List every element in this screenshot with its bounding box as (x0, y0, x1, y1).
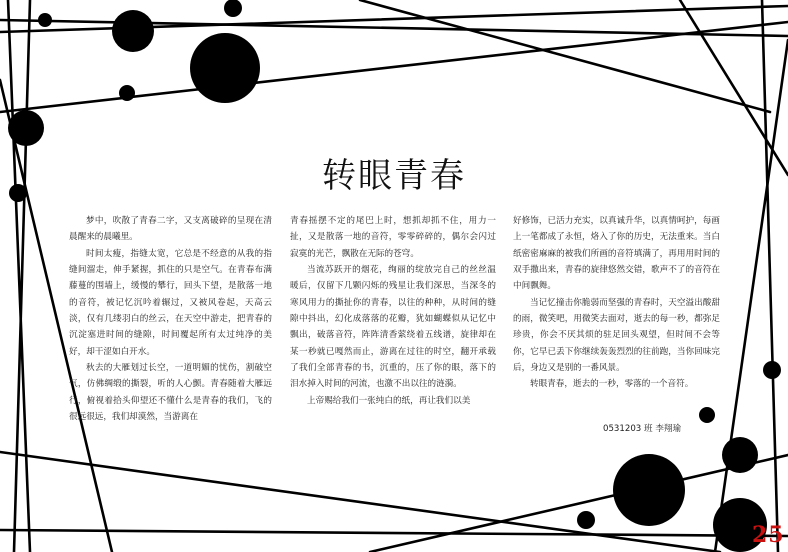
page-number: 25 (752, 522, 785, 548)
decor-dot (699, 407, 715, 423)
decor-dot (763, 361, 781, 379)
paragraph: 青春摇摆不定的尾巴上时，想抓却抓不住，用力一扯，又是散落一地的音符，零零碎碎的，偶尔会闪过寂寞的光芒，飘散在无际的苍穹。 (290, 216, 496, 259)
decor-dot (577, 511, 595, 529)
paragraph: 上帝赐给我们一张纯白的纸，再让我们以美 (307, 395, 471, 406)
decor-dot (8, 110, 44, 146)
frame-line (360, 0, 770, 112)
decor-dot (112, 10, 154, 52)
decor-dot (119, 85, 135, 101)
paragraph: 好修饰，已活力充实，以真诚升华，以真情呵护，每画上一笔都成了永恒，烙入了你的历史，无法重来。当白纸密密麻麻的被我们所画的音符填满了，再用用时间的双手撒出来，青春的旋律悠然交错，歌声不了的音符在中间飘舞。 (513, 216, 720, 292)
paragraph: 时间太瘦，指缝太宽，它总是不经意的从我的指缝间溜走，伸手紧握，抓住的只是空气。在青春布满藤蔓的围墙上，缓慢的攀行，回头下望，是散落一地的音符，被记忆沉吟着辗过，又被风卷起，天高云淡，仅有几缕羽白的丝云，在天空中游走，把青春的沉淀塞进时间的缝隙，时间覆起所有太过纯净的美好，却干涩如白开水。 (69, 248, 272, 357)
frame-line (0, 530, 788, 536)
paragraph: 当流苏跃开的烟花，绚丽的绽放完自己的丝丝温暖后，仅留下几颗闪烁的残星让我们深思，当深冬的寒风用力的撕扯你的青春，以往的种种，从时间的缝隙中抖出，幻化成落落的花瓣，犹如蝴蝶似从记忆中飘出，破落音符，阵阵清香萦绕着五线谱，旋律却在某一秒就已嘎然而止，游离在过往的时空，翻开承载了我们全部青春的书，沉重的，压了你的眼，落下的泪水掉入时间的河流，也激不出以往的涟漪。 (290, 265, 496, 390)
page-title: 转眼青春 (322, 156, 466, 196)
decor-dot (224, 0, 242, 17)
text-column-3 (513, 213, 720, 393)
text-column-1 (69, 213, 272, 425)
paragraph: 梦中，吹散了青春二字，又支离破碎的呈现在清晨醒来的晨曦里。 (69, 216, 272, 243)
decor-dot (613, 454, 685, 526)
frame-line (762, 0, 778, 552)
paragraph: 秋去的大雁划过长空，一道明媚的忧伤，割破空气，仿佛绸缎的撕裂，听的人心颤。青春随着大雁远行，俯视着拾头仰望还不懂什么是青春的我们，飞的很远很远，我们却漠然，当游离在 (69, 363, 272, 423)
author-signature: 0531203 班 李翔瑜 (603, 424, 682, 434)
decor-dot (38, 13, 52, 27)
decor-dot (722, 437, 758, 473)
paragraph: 当记忆撞击你脆弱而坚强的青春时，天空溢出酸甜的雨，微笑吧，用微笑去面对，逝去的每一秒，都弥足珍贵，你会不厌其烦的驻足回头观望，但时间不会等你，它早已丢下你继续轰轰烈烈的往前跑，当你回味完后，身边又是别的一番风景。 (513, 297, 720, 374)
text-column-2 (290, 213, 496, 409)
decor-dot (190, 33, 260, 103)
paragraph: 转眼青春，逝去的一秒，零落的一个音符。 (530, 379, 694, 390)
